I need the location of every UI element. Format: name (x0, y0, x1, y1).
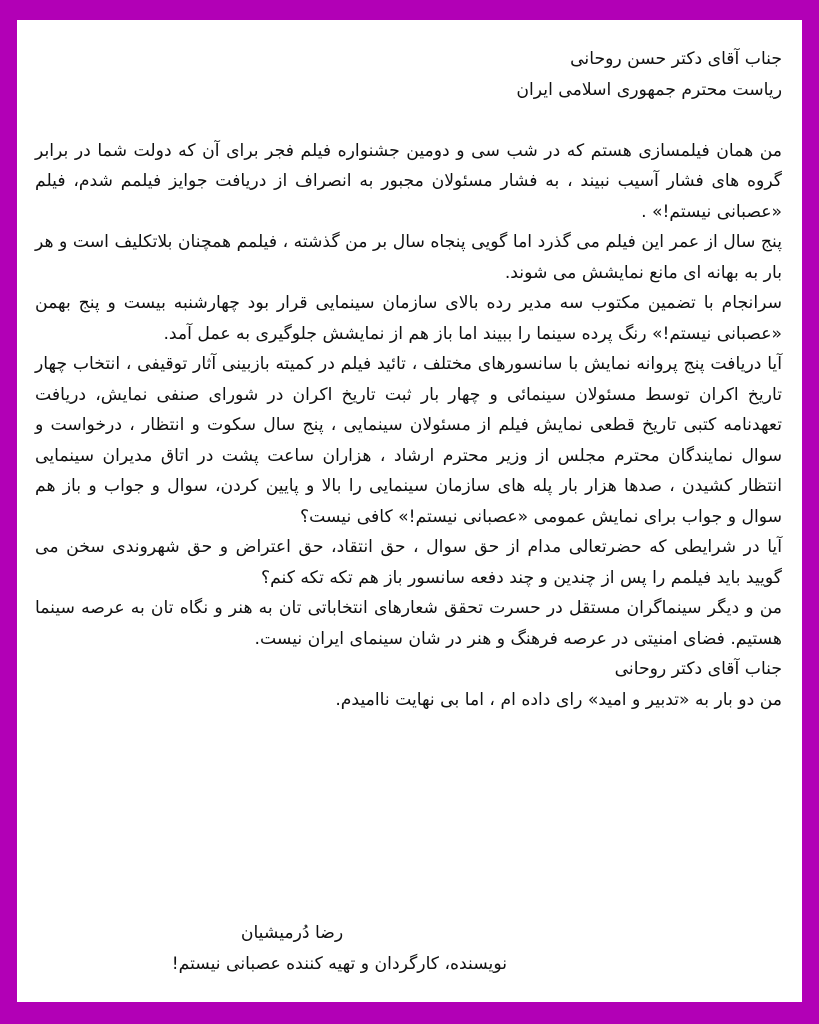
paragraph-five-years: پنج سال از عمر این فیلم می گذرد اما گویی پنجاه سال بر من گذشته ، فیلمم همچنان بلاتکلیف است و هر بار به بهانه ای مانع نمایشش می شوند. (35, 232, 782, 283)
closing-salutation: جناب آقای دکتر روحانی (614, 659, 782, 679)
signature-block (37, 918, 507, 980)
spacer (35, 105, 782, 136)
paragraph-independent-filmmakers: من و دیگر سینماگران مستقل در حسرت تحقق شعارهای انتخاباتی تان به هنر و نگاه تان به عرصه سینما هستیم. فضای امنیتی در عرصه فرهنگ و هنر در شان سینمای ایران نیست. (35, 598, 782, 649)
letter-page (17, 20, 802, 1002)
addressee-line-1: جناب آقای دکتر حسن روحانی (570, 49, 782, 69)
paragraph-screening-blocked: سرانجام با تضمین مکتوب سه مدیر رده بالای سازمان سینمایی قرار بود چهارشنبه بیست و پنج بهمن «عصبانی نیستم!» رنگ پرده سینما را ببیند اما باز هم از نمایشش جلوگیری به عمل آمد. (35, 293, 782, 344)
paragraph-rights-question: آیا در شرایطی که حضرتعالی مدام از حق سوال ، حق انتقاد، حق اعتراض و حق شهروندی سخن می گویید باید فیلمم را پس از چندین و چند دفعه سانسور باز هم تکه تکه کنم؟ (35, 537, 782, 588)
signature-name: رضا دُرمیشیان (240, 923, 344, 943)
closing-sentence: من دو بار به «تدبیر و امید» رای داده ام ، اما بی نهایت ناامیدم. (335, 689, 782, 710)
letter-body (35, 44, 782, 715)
addressee-line-2: ریاست محترم جمهوری اسلامی ایران (516, 79, 782, 100)
paragraph-festival: من همان فیلمسازی هستم که در شب سی و دومین جشنواره فیلم فجر برای آن که دولت شما در برابر گروه های فشار آسیب نبیند ، به فشار مسئولان مجبور به انصراف از دریافت جوایز فیلمم شدم، فیلم «عصبانی نیستم!» . (35, 140, 782, 222)
paragraph-permits-question: آیا دریافت پنج پروانه نمایش با سانسورهای مختلف ، تائید فیلم در کمیته بازبینی آثار توقیفی ، انتخاب چهار تاریخ اکران توسط مسئولان سینمائی و چهار بار ثبت تاریخ اکران در شورای صنفی نمایش، دریافت تعهدنامه کتبی تاریخ قطعی نمایش فیلم از مسئولان سینمایی ، پنج سال سکوت و انتظار ، درخواست و سوال نمایندگان محترم مجلس از وزیر محترم ارشاد ، هزاران ساعت پشت در اتاق مدیران سینمایی انتظار کشیدن ، صدها هزار بار پله های سازمان سینمایی را بالا و پایین کردن، سوال و جواب و باز هم سوال و جواب برای نمایش عمومی «عصبانی نیستم!» کافی نیست؟ (35, 354, 782, 527)
signature-title: نویسنده، کارگردان و تهیه کننده عصبانی نیستم! (171, 954, 507, 974)
